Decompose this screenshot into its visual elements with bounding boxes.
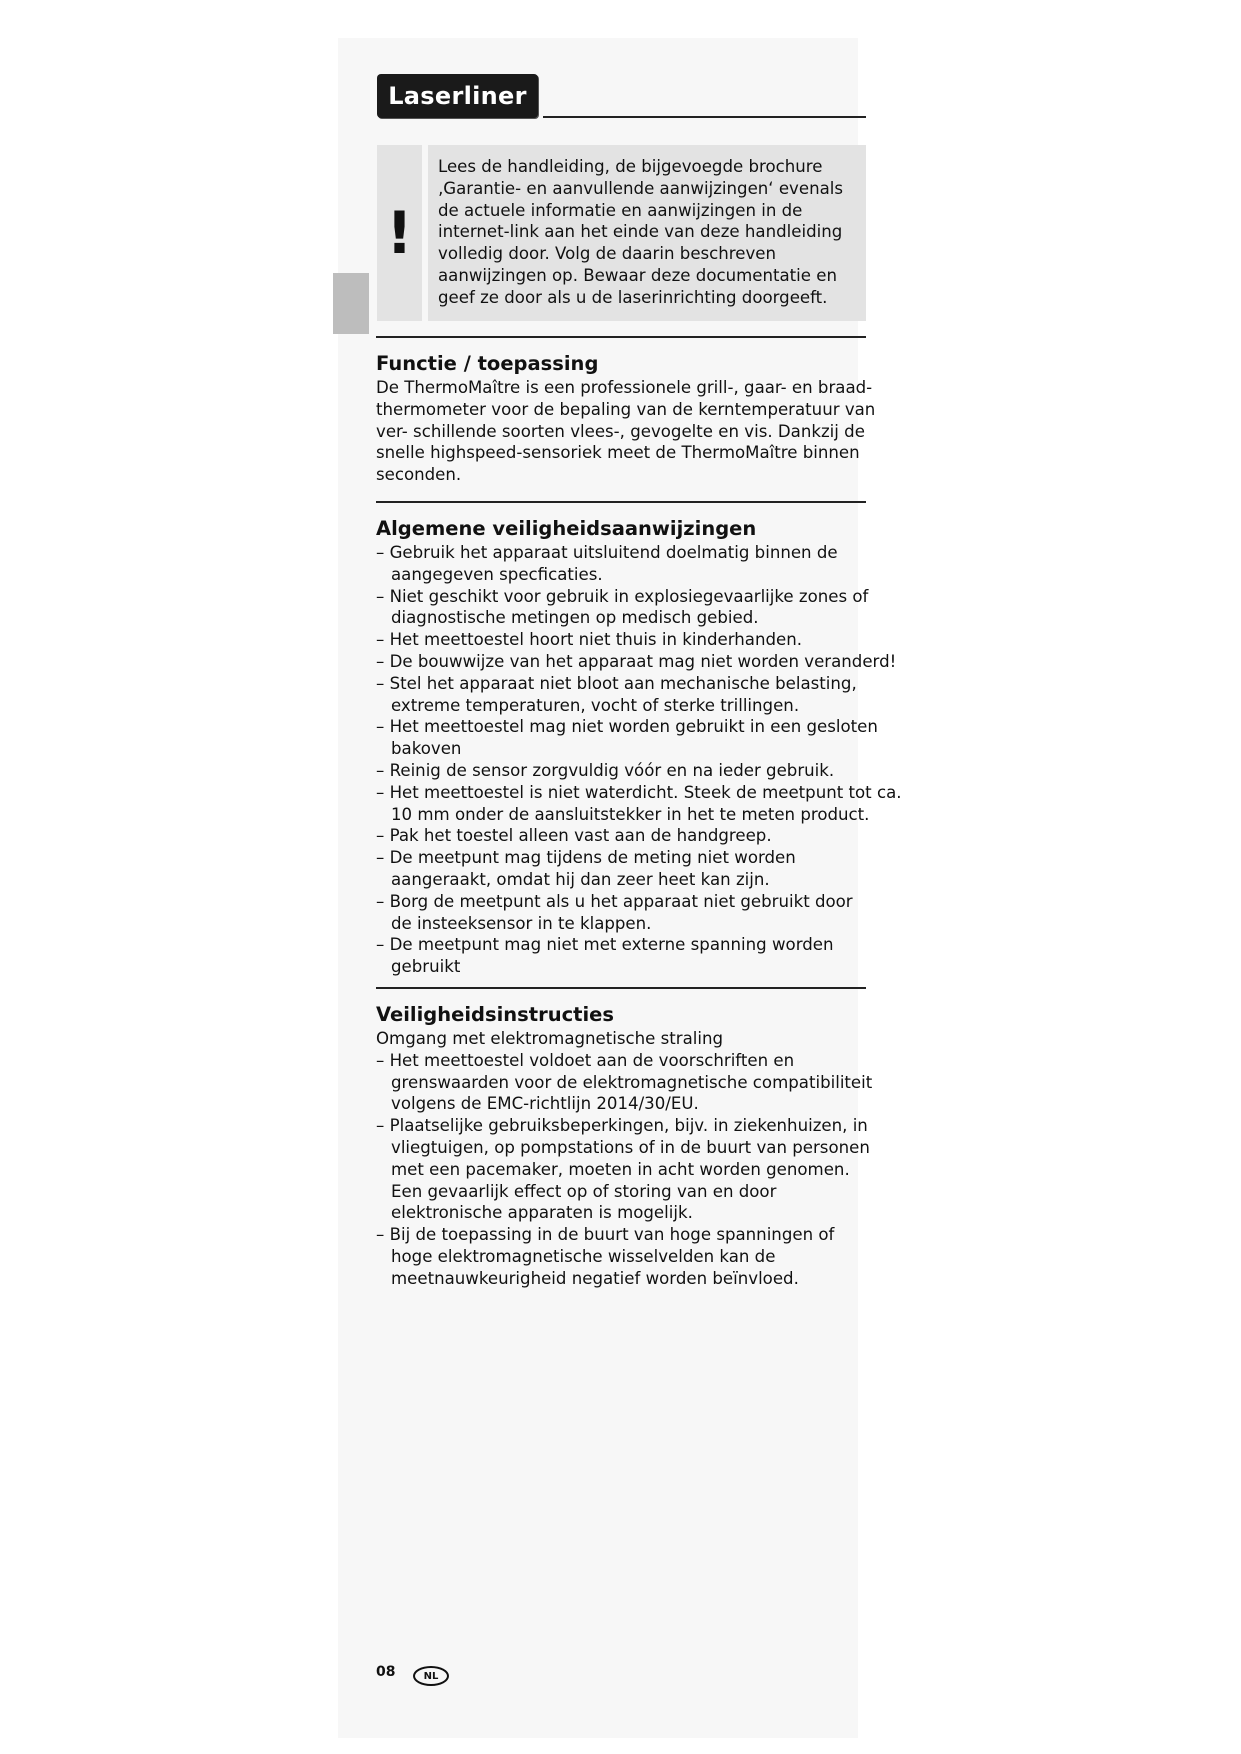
list-item-continuation: grenswaarden voor de elektromagnetische compatibiliteit: [391, 1072, 873, 1092]
list-item: [376, 1115, 870, 1224]
list-item-text: – Het meettoestel is niet waterdicht. Steek de meetpunt tot ca.: [376, 782, 902, 802]
list-item-text: – Pak het toestel alleen vast aan de handgreep.: [376, 826, 772, 846]
list-item-text: – Borg de meetpunt als u het apparaat niet gebruikt door: [376, 891, 853, 911]
list-item: [376, 542, 866, 586]
body-line: seconden.: [376, 465, 462, 485]
warning-line: volledig door. Volg de daarin beschreven: [438, 244, 777, 264]
section-heading-veiligheid: Veiligheidsinstructies: [376, 1003, 615, 1026]
section-algemene: [376, 501, 902, 978]
list-item: [376, 716, 878, 760]
body-line: snelle highspeed-sensoriek meet de ThermoMaître binnen: [376, 443, 860, 463]
list-item-text: – Het meettoestel hoort niet thuis in kinderhanden.: [376, 630, 803, 650]
list-item-continuation: meetnauwkeurigheid negatief worden beïnvloed.: [391, 1268, 799, 1288]
list-item-text: – De meetpunt mag tijdens de meting niet worden: [376, 848, 796, 868]
list-item: [376, 825, 866, 847]
list-item-continuation: de insteeksensor in te klappen.: [391, 913, 652, 933]
section-veiligheid: [376, 987, 873, 1290]
list-item-continuation: met een pacemaker, moeten in acht worden genomen.: [391, 1159, 850, 1179]
list-item: [376, 760, 866, 782]
list-item-text: – Niet geschikt voor gebruik in explosiegevaarlijke zones of: [376, 586, 869, 606]
warning-notice: [428, 145, 866, 321]
header-rule: [543, 116, 866, 118]
list-item-continuation: diagnostische metingen op medisch gebied.: [391, 608, 759, 628]
brand-logo: [377, 74, 538, 118]
list-item: [376, 651, 897, 673]
list-item-continuation: aangeraakt, omdat hij dan zeer heet kan zijn.: [391, 869, 770, 889]
list-item-continuation: bakoven: [391, 739, 462, 759]
list-item: [376, 891, 866, 935]
list-item: [376, 629, 866, 651]
section-heading-functie: Functie / toepassing: [376, 352, 599, 375]
list-item-continuation: gebruikt: [391, 957, 461, 977]
page-number: 08: [376, 1664, 396, 1680]
list-item-continuation: hoge elektromagnetische wisselvelden kan de: [391, 1246, 776, 1266]
warning-line: Lees de handleiding, de bijgevoegde brochure: [438, 157, 823, 176]
exclamation-icon: !: [386, 199, 413, 267]
section-functie: [376, 336, 876, 486]
list-item-continuation: Een gevaarlijk effect op of storing van en door: [391, 1181, 777, 1201]
list-item-text: – De meetpunt mag niet met externe spanning worden: [376, 935, 834, 955]
safety-list: [376, 542, 902, 978]
list-item-continuation: elektronische apparaten is mogelijk.: [391, 1203, 693, 1223]
section-divider: [376, 336, 866, 338]
list-item: [376, 1050, 873, 1115]
list-item-continuation: aangegeven specficaties.: [391, 564, 603, 584]
body-line: thermometer voor de bepaling van de kerntemperatuur van: [376, 399, 876, 419]
list-item: [376, 586, 869, 630]
list-item: [376, 673, 866, 717]
instruction-list: [376, 1050, 873, 1290]
brand-logo-text: Laserliner: [388, 82, 527, 110]
body-line: De ThermoMaître is een professionele grill-, gaar- en braad-: [376, 378, 873, 397]
warning-line: internet-link aan het einde van deze handleiding: [438, 222, 843, 242]
list-item-text: – De bouwwijze van het apparaat mag niet worden veranderd!: [376, 651, 897, 671]
warning-line: de actuele informatie en aanwijzingen in de: [438, 200, 803, 220]
body-line: ver- schillende soorten vlees-, gevogelte en vis. Dankzij de: [376, 421, 865, 441]
list-item-text: – Het meettoestel mag niet worden gebruikt in een gesloten: [376, 717, 878, 737]
side-tab-marker: [333, 273, 369, 334]
list-item-text: – Reinig de sensor zorgvuldig vóór en na ieder gebruik.: [376, 760, 835, 780]
list-item-text: – Stel het apparaat niet bloot aan mechanische belasting,: [376, 673, 857, 693]
list-item-continuation: vliegtuigen, op pompstations of in de buurt van personen: [391, 1137, 870, 1157]
list-item-text: – Bij de toepassing in de buurt van hoge spanningen of: [376, 1225, 835, 1245]
list-item-continuation: extreme temperaturen, vocht of sterke trillingen.: [391, 695, 800, 715]
section-intro: Omgang met elektromagnetische straling: [376, 1029, 724, 1048]
list-item-continuation: volgens de EMC-richtlijn 2014/30/EU.: [391, 1094, 699, 1114]
list-item: [376, 847, 866, 891]
list-item: [376, 1224, 866, 1289]
list-item-text: – Gebruik het apparaat uitsluitend doelmatig binnen de: [376, 543, 838, 562]
warning-line: ‚Garantie- en aanvullende aanwijzingen‘ evenals: [438, 178, 844, 198]
list-item-text: – Plaatselijke gebruiksbeperkingen, bijv. in ziekenhuizen, in: [376, 1116, 868, 1136]
warning-line: geef ze door als u de laserinrichting doorgeeft.: [438, 287, 828, 307]
language-badge: NL: [413, 1666, 449, 1686]
list-item-text: – Het meettoestel voldoet aan de voorschriften en: [376, 1050, 795, 1070]
section-divider: [376, 501, 866, 503]
warning-line: aanwijzingen op. Bewaar deze documentatie en: [438, 265, 838, 285]
section-divider: [376, 987, 866, 989]
warning-icon-box: [377, 145, 422, 321]
list-item: [376, 934, 866, 978]
list-item-continuation: 10 mm onder de aansluitstekker in het te meten product.: [391, 804, 870, 824]
section-heading-algemene: Algemene veiligheidsaanwijzingen: [376, 517, 757, 540]
list-item: [376, 782, 902, 826]
